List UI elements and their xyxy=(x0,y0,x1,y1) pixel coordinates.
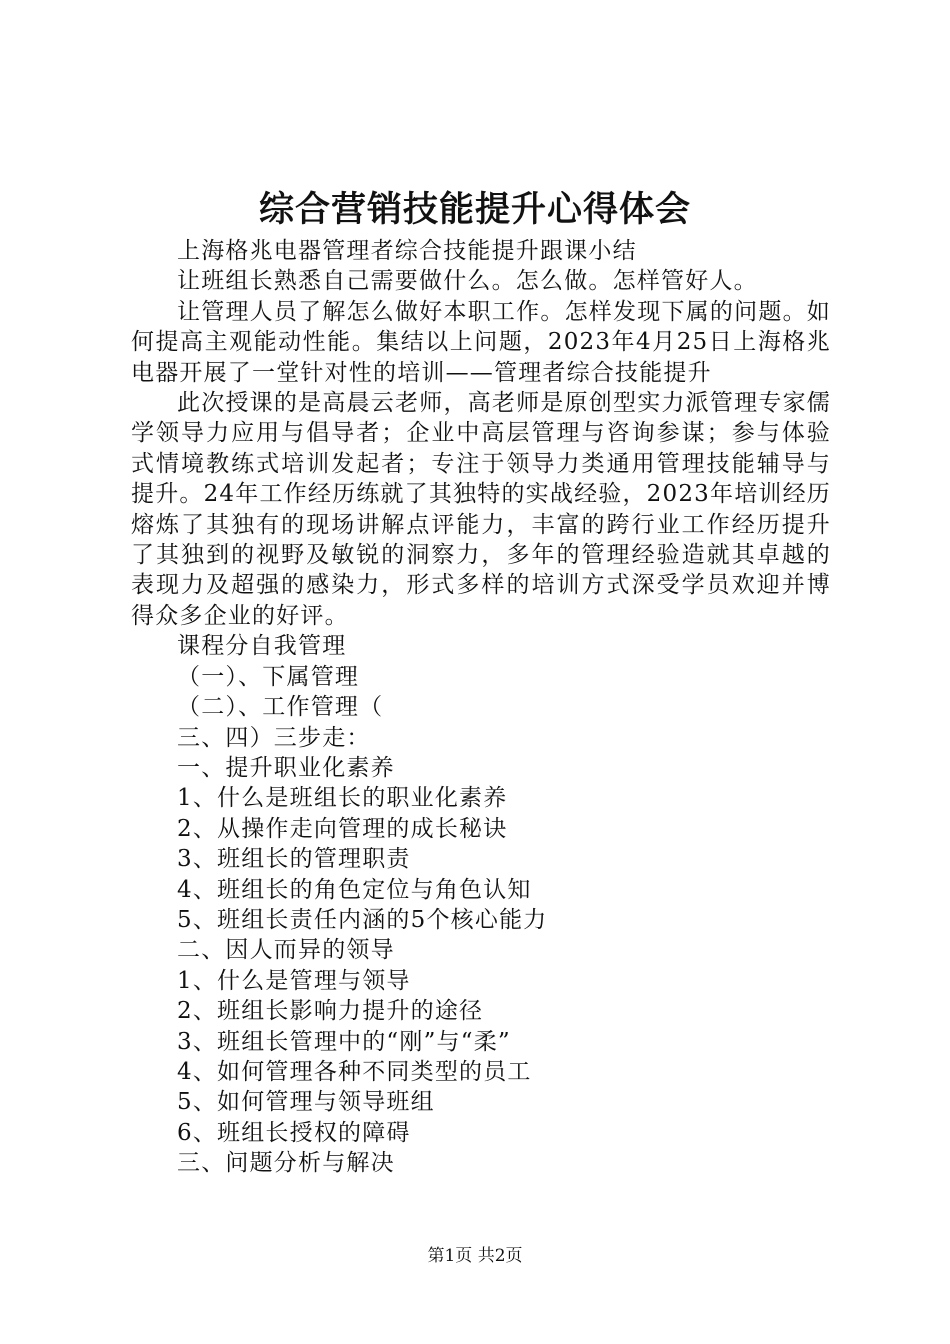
outline-item: 1、什么是管理与领导 xyxy=(177,967,411,994)
document-body xyxy=(131,236,831,1179)
paragraph-goal-team-leader: 让班组长熟悉自己需要做什么。怎么做。怎样管好人。 xyxy=(177,268,758,295)
outline-item: 三、问题分析与解决 xyxy=(177,1150,395,1177)
outline-item: 1、什么是班组长的职业化素养 xyxy=(177,785,508,812)
outline-item: 5、班组长责任内涵的5个核心能力 xyxy=(177,906,548,933)
outline-item: 二、因人而异的领导 xyxy=(177,937,395,964)
document-title: 综合营销技能提升心得体会 xyxy=(258,189,691,230)
outline-item: 3、班组长的管理职责 xyxy=(177,846,411,873)
outline-item: 6、班组长授权的障碍 xyxy=(177,1119,411,1146)
outline-item: 4、班组长的角色定位与角色认知 xyxy=(177,876,532,903)
outline-item: 课程分自我管理 xyxy=(177,633,347,660)
paragraph-instructor: 此次授课的是高晨云老师，高老师是原创型实力派管理专家儒学领导力应用与倡导者；企业中高层管理与咨询参谋；参与体验式情境教练式培训发起者；专注于领导力类通用管理技能辅导与提升。24年工作经历练就了其独特的实战经验，2023年培训经历熔炼了其独有的现场讲解点评能力，丰富的跨行业工作经历提升了其独到的视野及敏锐的洞察力，多年的管理经验造就其卓越的表现力及超强的感染力，形式多样的培训方式深受学员欢迎并博得众多企业的好评。 xyxy=(131,390,831,629)
outline-item: 5、如何管理与领导班组 xyxy=(177,1089,435,1116)
outline-item: 三、四）三步走： xyxy=(177,724,371,751)
outline-item: 3、班组长管理中的“刚”与“柔” xyxy=(177,1028,511,1055)
outline-item: （一）、下属管理 xyxy=(177,663,360,690)
paragraph-subtitle: 上海格兆电器管理者综合技能提升跟课小结 xyxy=(177,238,637,264)
outline-item: （二）、工作管理（ xyxy=(177,694,384,721)
outline-item: 2、从操作走向管理的成长秘诀 xyxy=(177,815,508,842)
paragraph-goal-manager: 让管理人员了解怎么做好本职工作。怎样发现下属的问题。如何提高主观能动性能。集结以上问题，2023年4月25日上海格兆电器开展了一堂针对性的培训——管理者综合技能提升 xyxy=(131,298,831,386)
outline-item: 2、班组长影响力提升的途径 xyxy=(177,998,484,1025)
outline-item: 4、如何管理各种不同类型的员工 xyxy=(177,1058,532,1085)
page-number-footer: 第1页 共2页 xyxy=(427,1246,523,1266)
outline-item: 一、提升职业化素养 xyxy=(177,754,395,781)
